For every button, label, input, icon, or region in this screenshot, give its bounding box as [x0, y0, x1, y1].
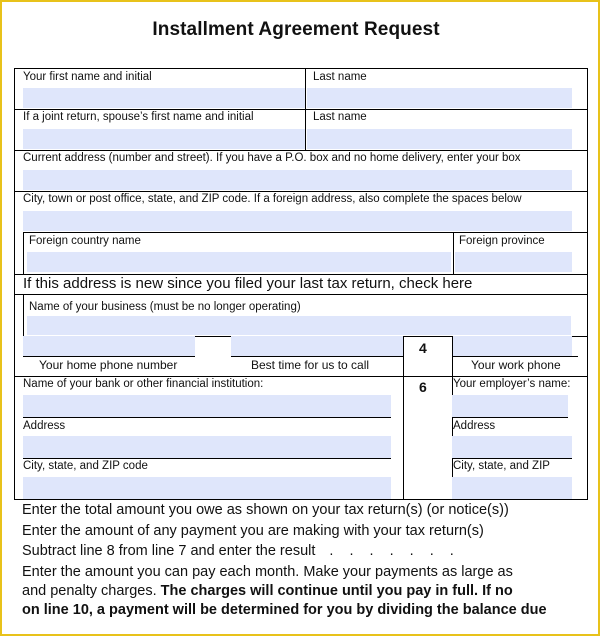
- line-8-instruction: Enter the amount of any payment you are making with your tax return(s): [22, 523, 484, 539]
- spouse-last-name-label: Last name: [313, 111, 367, 123]
- employer-name-label: Your employer’s name:: [453, 378, 571, 390]
- line-7-instruction: Enter the total amount you owe as shown on your tax return(s) (or notice(s)): [22, 502, 509, 518]
- divider: [15, 294, 587, 295]
- divider: [15, 191, 587, 192]
- foreign-country-field[interactable]: [27, 252, 451, 272]
- home-phone-label: Your home phone number: [39, 358, 178, 372]
- divider: [305, 69, 306, 151]
- first-name-field[interactable]: [23, 88, 305, 108]
- foreign-province-label: Foreign province: [459, 235, 545, 247]
- form-title: Installment Agreement Request: [152, 19, 440, 40]
- line-10-payment-note: on line 10, a payment will be determined for you by dividing the balance due: [22, 602, 547, 618]
- bank-address-label: Address: [23, 420, 66, 432]
- work-phone-field[interactable]: [452, 336, 572, 356]
- current-address-field[interactable]: [23, 170, 572, 190]
- line-6-number: 6: [419, 379, 427, 395]
- divider: [403, 336, 404, 500]
- divider: [23, 294, 24, 336]
- line-9-dots: . . . . . . .: [329, 543, 460, 559]
- line-9-text: Subtract line 8 from line 7 and enter the result: [22, 543, 316, 559]
- divider: [23, 417, 391, 418]
- first-name-label: Your first name and initial: [23, 71, 152, 83]
- divider: [23, 232, 24, 274]
- bank-name-label: Name of your bank or other financial institution:: [23, 378, 264, 390]
- business-name-field[interactable]: [27, 316, 571, 335]
- divider: [23, 232, 587, 233]
- divider: [452, 336, 453, 500]
- bank-address-field[interactable]: [23, 436, 391, 458]
- work-phone-label: Your work phone: [471, 358, 561, 372]
- address-new-label: If this address is new since you filed your last tax return, check here: [23, 275, 473, 292]
- spouse-first-name-label: If a joint return, spouse’s first name and initial: [23, 111, 254, 123]
- divider: [15, 109, 587, 110]
- foreign-province-field[interactable]: [455, 252, 572, 272]
- home-phone-field[interactable]: [23, 336, 195, 356]
- employer-city-field[interactable]: [452, 477, 572, 499]
- divider: [452, 417, 568, 418]
- bank-city-field[interactable]: [23, 477, 391, 499]
- divider: [453, 232, 454, 274]
- employer-address-label: Address: [453, 420, 496, 432]
- bank-city-label: City, state, and ZIP code: [23, 460, 148, 472]
- city-state-zip-field[interactable]: [23, 211, 572, 231]
- spouse-first-name-field[interactable]: [23, 129, 305, 149]
- line-9-instruction: [22, 543, 460, 559]
- line-10-charges-bold: The charges will continue until you pay in full. If no: [156, 583, 513, 599]
- line-10-penalty-text: and penalty charges.: [22, 583, 157, 599]
- employer-name-field[interactable]: [452, 395, 568, 417]
- divider: [452, 356, 578, 357]
- best-time-field[interactable]: [231, 336, 403, 356]
- business-name-label: Name of your business (must be no longer operating): [29, 301, 301, 313]
- divider: [231, 356, 403, 357]
- best-time-label: Best time for us to call: [251, 358, 370, 372]
- divider: [23, 458, 391, 459]
- bank-name-field[interactable]: [23, 395, 391, 417]
- last-name-label: Last name: [313, 71, 367, 83]
- spouse-last-name-field[interactable]: [307, 129, 572, 149]
- divider: [452, 458, 572, 459]
- divider: [15, 150, 587, 151]
- foreign-country-label: Foreign country name: [29, 235, 141, 247]
- city-state-zip-label: City, town or post office, state, and ZIP code. If a foreign address, also complete the spaces below: [23, 193, 522, 205]
- line-10-charges: [22, 583, 513, 599]
- current-address-label: Current address (number and street). If you have a P.O. box and no home delivery, enter your box: [23, 152, 521, 164]
- form-table: [14, 68, 588, 500]
- employer-city-label: City, state, and ZIP: [453, 460, 550, 472]
- line-10-instruction: Enter the amount you can pay each month. Make your payments as large as: [22, 564, 513, 580]
- line-4-number: 4: [419, 340, 427, 356]
- divider: [23, 356, 195, 357]
- employer-address-field[interactable]: [452, 436, 572, 458]
- divider: [15, 376, 587, 377]
- last-name-field[interactable]: [307, 88, 572, 108]
